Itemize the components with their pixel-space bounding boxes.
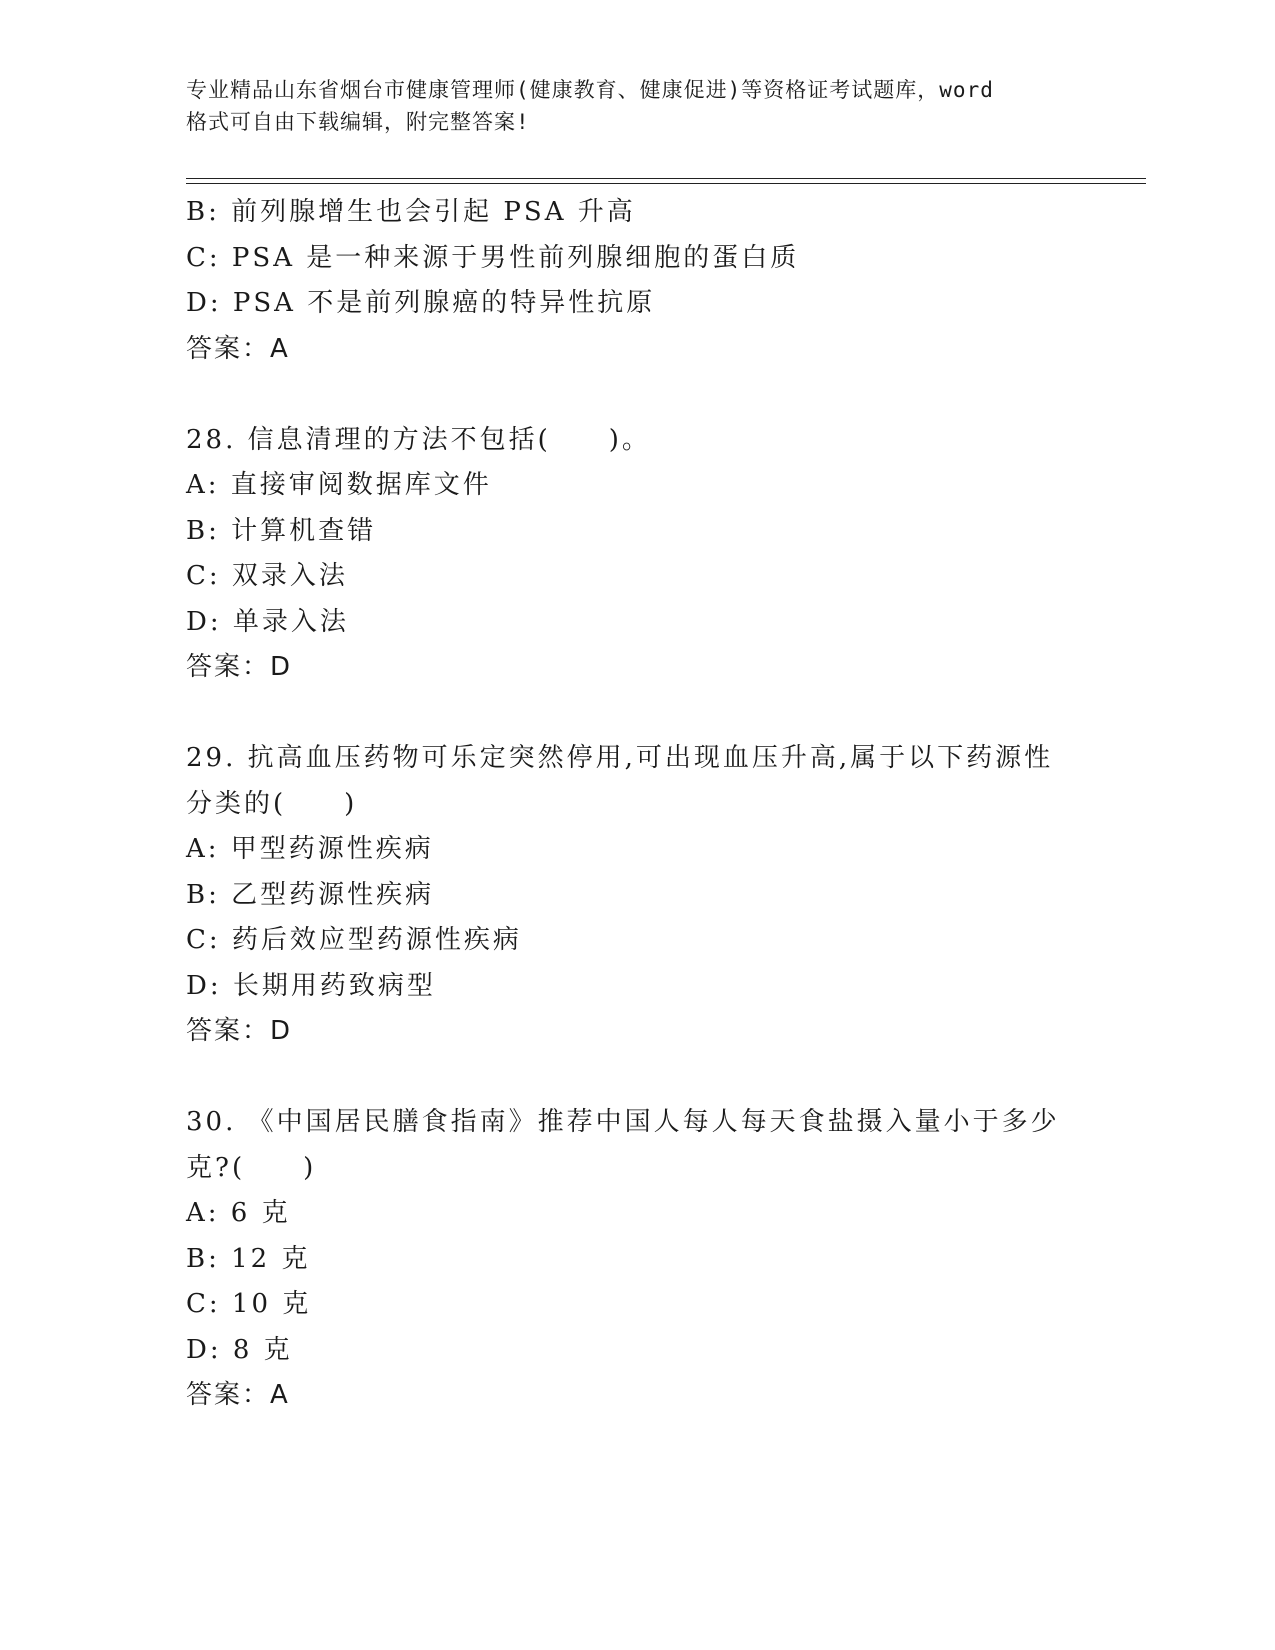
spacer <box>186 372 1146 418</box>
q30-option-c: C: 10 克 <box>186 1289 312 1319</box>
q30-option-d: D: 8 克 <box>186 1334 293 1365</box>
q27-answer: 答案：A <box>186 333 290 364</box>
q27-option-d: D: PSA 不是前列腺癌的特异性抗原 <box>186 288 656 318</box>
question-28 <box>186 418 1146 691</box>
q30-question-line-1: 30. 《中国居民膳食指南》推荐中国人每人每天食盐摄入量小于多少 <box>186 1107 1060 1137</box>
q29-option-c: C: 药后效应型药源性疾病 <box>186 925 522 955</box>
header-line-2: 格式可自由下载编辑，附完整答案! <box>186 110 530 134</box>
q28-answer: 答案：D <box>186 652 293 682</box>
q29-question-line-1: 29. 抗高血压药物可乐定突然停用,可出现血压升高,属于以下药源性 <box>186 743 1054 773</box>
q29-question-line-2: 分类的( ) <box>186 788 358 819</box>
q29-answer: 答案：D <box>186 1016 293 1046</box>
q30-option-a: A: 6 克 <box>186 1198 291 1228</box>
q29-option-a: A: 甲型药源性疾病 <box>186 834 434 864</box>
q30-option-b: B: 12 克 <box>186 1243 311 1274</box>
spacer <box>186 1055 1146 1101</box>
header-divider-bottom <box>186 183 1146 184</box>
question-29 <box>186 736 1146 1055</box>
q27-option-c: C: PSA 是一种来源于男性前列腺细胞的蛋白质 <box>186 242 800 273</box>
q27-option-b: B: 前列腺增生也会引起 PSA 升高 <box>186 197 636 227</box>
q30-answer: 答案：A <box>186 1380 290 1410</box>
header-line-1: 专业精品山东省烟台市健康管理师(健康教育、健康促进)等资格证考试题库，word <box>186 78 994 102</box>
question-27-continued <box>186 190 1146 372</box>
q28-option-c: C: 双录入法 <box>186 561 348 591</box>
q28-option-b: B: 计算机查错 <box>186 515 377 546</box>
document-body <box>186 190 1146 1419</box>
q28-option-d: D: 单录入法 <box>186 606 349 637</box>
q28-question: 28. 信息清理的方法不包括( )。 <box>186 424 651 455</box>
question-30 <box>186 1100 1146 1419</box>
q28-option-a: A: 直接审阅数据库文件 <box>186 470 492 500</box>
q29-option-d: D: 长期用药致病型 <box>186 970 436 1001</box>
q30-question-line-2: 克?( ) <box>186 1152 317 1183</box>
spacer <box>186 691 1146 737</box>
header-divider-top <box>186 178 1146 179</box>
q29-option-b: B: 乙型药源性疾病 <box>186 879 435 910</box>
document-header <box>186 74 1086 138</box>
